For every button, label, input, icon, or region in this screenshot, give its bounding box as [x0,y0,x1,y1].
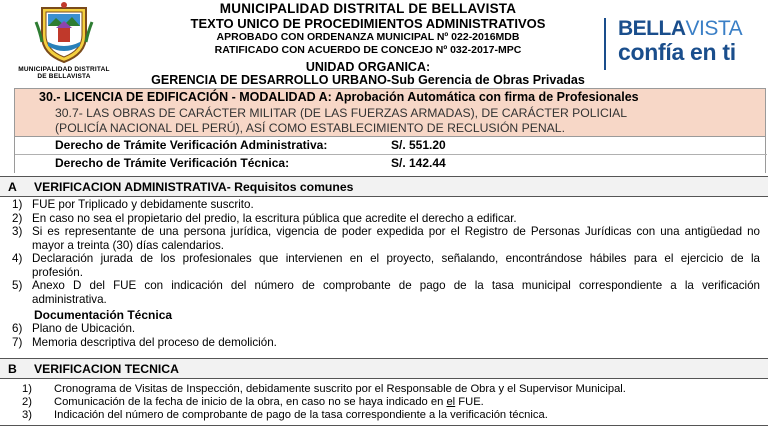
procedure-desc-line1: 30.7- LAS OBRAS DE CARÁCTER MILITAR (DE LAS FUERZAS ARMADAS), DE CARÁCTER POLICIAL [55,106,628,120]
logo-caption-line1: MUNICIPALIDAD DISTRITAL [18,66,110,73]
fee-value: S/. 142.44 [391,156,446,170]
brand-slogan: confía en ti [618,39,736,65]
section-letter: B [8,362,17,376]
fee-label: Derecho de Trámite Verificación Técnica: [55,156,290,170]
fee-row [15,154,767,171]
header-title-block [128,1,608,75]
section-title: VERIFICACION ADMINISTRATIVA- Requisitos comunes [34,180,354,194]
municipality-name: MUNICIPALIDAD DISTRITAL DE BELLAVISTA [219,1,517,16]
procedure-title: 30.- LICENCIA DE EDIFICACIÓN - MODALIDAD A: Aprobación Automática con firma de Profesionales [39,90,639,104]
section-title: VERIFICACION TECNICA [34,362,179,376]
procedure-description [55,106,755,135]
managing-unit: GERENCIA DE DESARROLLO URBANO-Sub Gerencia de Obras Privadas [151,73,585,87]
organic-unit-label: UNIDAD ORGANICA: [305,60,431,74]
ratification-line: RATIFICADO CON ACUERDO DE CONCEJO Nº 032-2017-MPC [214,44,522,56]
fee-label: Derecho de Trámite Verificación Administrativa: [55,138,328,152]
brand-name: BELLAVISTA [618,17,743,40]
section-a-header [0,176,768,197]
section-b-header [0,358,768,379]
procedure-box [14,88,766,137]
document-header [0,0,768,88]
crest-icon [34,2,94,66]
fees-table [14,137,766,173]
procedure-desc-line2: (POLICÍA NACIONAL DEL PERÚ), ASÍ COMO ESTABLECIMIENTO DE RECLUSIÓN PENAL. [55,120,565,135]
municipal-crest-logo [8,2,120,86]
fee-value: S/. 551.20 [391,138,446,152]
ordinance-line: APROBADO CON ORDENANZA MUNICIPAL Nº 022-2016MDB [216,31,520,43]
bottom-border [0,425,768,426]
fee-row [15,137,767,154]
bellavista-brand-logo [604,18,764,70]
technical-docs-subheading: Documentación Técnica [34,308,173,322]
tupa-title: TEXTO UNICO DE PROCEDIMIENTOS ADMINISTRATIVOS [190,16,546,31]
section-letter: A [8,180,17,194]
logo-caption-line2: DE BELLAVISTA [37,73,91,80]
